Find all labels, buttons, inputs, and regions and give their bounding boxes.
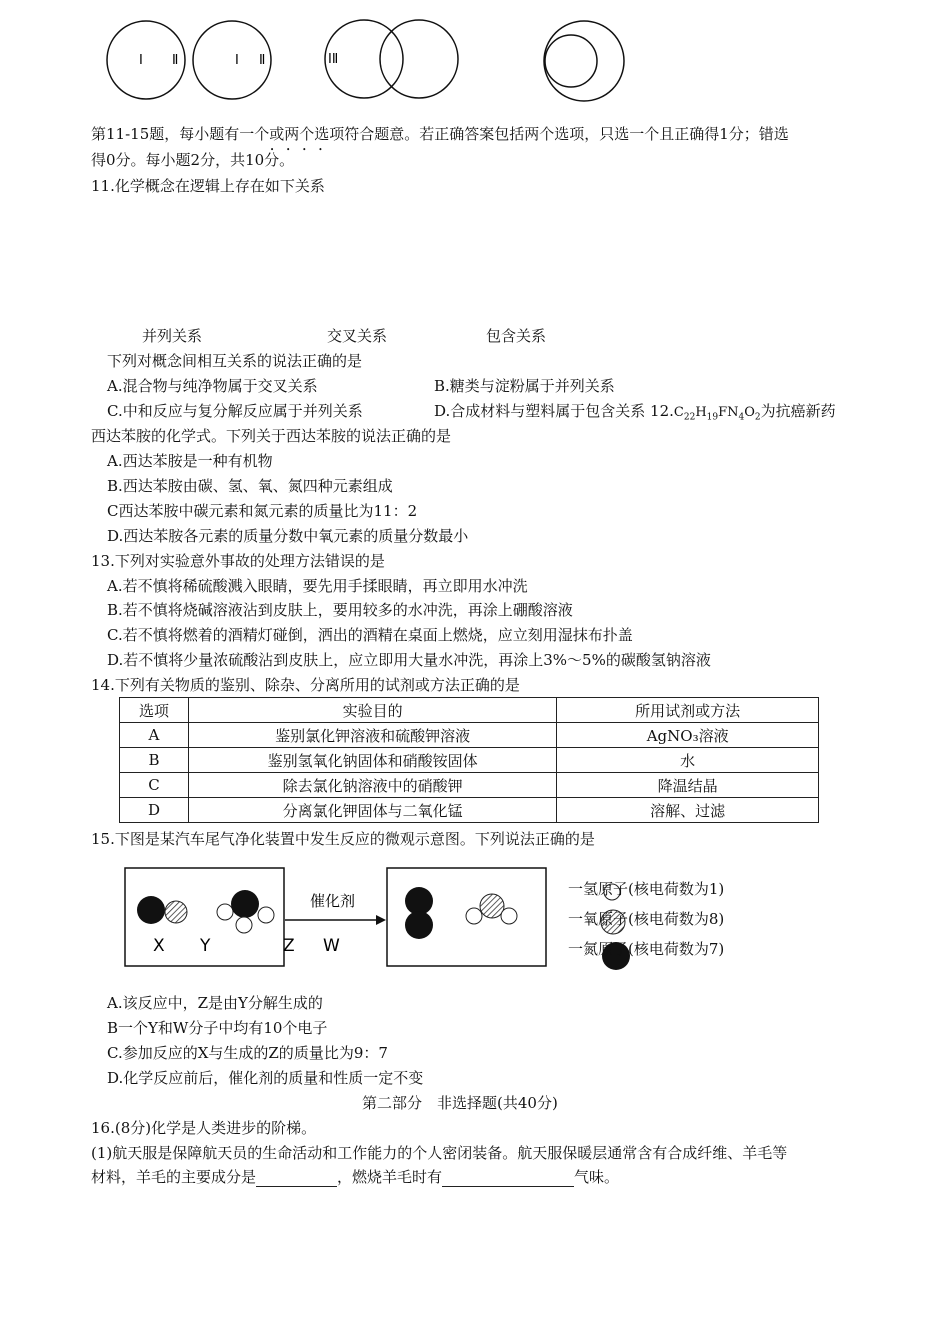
q11-stem: 11.化学概念在逻辑上存在如下关系 xyxy=(91,177,325,195)
q12-option-b: B.西达苯胺由碳、氢、氧、氮四种元素组成 xyxy=(107,477,393,495)
cell-method: AgNO₃溶液 xyxy=(557,723,819,748)
q11-label-contain: 包含关系 xyxy=(486,327,547,345)
q15-stem: 15.下图是某汽车尾气净化装置中发生反应的微观示意图。下列说法正确的是 xyxy=(91,830,595,848)
q12-option-d: D.西达苯胺各元素的质量分数中氧元素的质量分数最小 xyxy=(107,527,469,545)
venn-label-ii: Ⅱ xyxy=(259,53,266,68)
q12-stem: 西达苯胺的化学式。下列关于西达苯胺的说法正确的是 xyxy=(91,427,452,445)
cell-purpose: 鉴别氢氧化钠固体和硝酸铵固体 xyxy=(188,748,556,773)
cell-purpose: 分离氯化钾固体与二氧化锰 xyxy=(188,798,556,823)
venn-contain xyxy=(544,21,624,101)
q16-stem: 16.(8分)化学是人类进步的阶梯。 xyxy=(91,1119,317,1137)
q13-option-b: B.若不慎将烧碱溶液沾到皮肤上，要用较多的水冲洗，再涂上硼酸溶液 xyxy=(107,601,573,619)
legend-nitrogen: 一氮原子(核电荷数为7) xyxy=(568,940,725,958)
label-y: Y xyxy=(200,936,211,956)
legend-hydrogen: 一氢原子(核电荷数为1) xyxy=(568,880,725,898)
catalyst-label: 催化剂 xyxy=(310,892,356,910)
q16-text-a: 材料，羊毛的主要成分是 xyxy=(91,1168,257,1186)
q16-para-1: (1)航天服是保障航天员的生命活动和工作能力的个人密闭装备。航天服保暖层通常含有合成纤维、羊毛等 xyxy=(91,1144,788,1162)
q11-label-parallel: 并列关系 xyxy=(142,327,203,345)
header-purpose: 实验目的 xyxy=(188,698,556,723)
q11-ask: 下列对概念间相互关系的说法正确的是 xyxy=(107,352,363,370)
q11-option-a: A.混合物与纯净物属于交叉关系 xyxy=(107,377,318,395)
venn-intersect xyxy=(325,20,458,98)
header-option: 选项 xyxy=(120,698,189,723)
table-row xyxy=(120,748,819,773)
q12-option-c: C西达苯胺中碳元素和氮元素的质量比为11：2 xyxy=(107,502,418,520)
emphasis-dots: •••• xyxy=(270,146,335,154)
q15-option-d: D.化学反应前后，催化剂的质量和性质一定不变 xyxy=(107,1069,424,1087)
cell-purpose: 除去氯化钠溶液中的硝酸钾 xyxy=(188,773,556,798)
molecule-x xyxy=(137,896,187,924)
cell-option: C xyxy=(120,773,189,798)
molecule-w xyxy=(466,894,517,924)
q11-option-c: C.中和反应与复分解反应属于并列关系 xyxy=(107,402,363,420)
label-w: W xyxy=(323,936,340,956)
venn-parallel-right xyxy=(193,21,271,99)
q13-option-a: A.若不慎将稀硫酸溅入眼睛，要先用手揉眼睛，再立即用水冲洗 xyxy=(107,577,528,595)
intro-line-2: 得0分。每小题2分，共10分。 xyxy=(91,151,295,169)
table-row xyxy=(120,723,819,748)
q14-stem: 14.下列有关物质的鉴别、除杂、分离所用的试剂或方法正确的是 xyxy=(91,676,520,694)
q16-text-c: 气味。 xyxy=(574,1168,620,1186)
table-header-row xyxy=(120,698,819,723)
label-z: Z xyxy=(283,936,295,956)
cell-method: 水 xyxy=(557,748,819,773)
q13-option-d: D.若不慎将少量浓硫酸沾到皮肤上，应立即用大量水冲洗，再涂上3%～5%的碳酸氢钠溶液 xyxy=(107,651,711,669)
cell-purpose: 鉴别氯化钾溶液和硫酸钾溶液 xyxy=(188,723,556,748)
q15-option-c: C.参加反应的X与生成的Z的质量比为9：7 xyxy=(107,1044,388,1062)
cell-option: A xyxy=(120,723,189,748)
q11-label-intersect: 交叉关系 xyxy=(327,327,388,345)
q11-option-b: B.糖类与淀粉属于并列关系 xyxy=(434,377,615,395)
venn-label-i: Ⅰ xyxy=(235,53,239,68)
q15-option-a: A.该反应中，Z是由Y分解生成的 xyxy=(107,994,323,1012)
reaction-diagram xyxy=(0,860,950,980)
q13-option-c: C.若不慎将燃着的酒精灯碰倒，洒出的酒精在桌面上燃烧，应立刻用湿抹布扑盖 xyxy=(107,626,633,644)
cell-method: 溶解、过滤 xyxy=(557,798,819,823)
q11-option-d-and-q12 xyxy=(434,401,836,428)
q12-tail: 为抗癌新药 xyxy=(760,402,836,420)
venn-label-i-ii: ⅠⅡ xyxy=(328,52,339,67)
cell-option: D xyxy=(120,798,189,823)
answer-blank-2[interactable] xyxy=(442,1170,574,1187)
q12-head: 12. xyxy=(650,402,674,420)
q12-option-a: A.西达苯胺是一种有机物 xyxy=(107,452,273,470)
reaction-arrow xyxy=(285,915,386,925)
q16-para-2 xyxy=(91,1167,619,1187)
legend-oxygen: 一氧原子(核电荷数为8) xyxy=(568,910,725,928)
q11-option-d: D.合成材料与塑料属于包含关系 xyxy=(434,402,646,420)
molecule-y xyxy=(217,890,274,933)
answer-blank-1[interactable] xyxy=(256,1170,337,1187)
part-two-title: 第二部分 非选择题(共40分) xyxy=(362,1094,558,1112)
molecule-z xyxy=(405,887,433,939)
header-method: 所用试剂或方法 xyxy=(557,698,819,723)
venn-diagrams xyxy=(0,0,950,110)
cell-option: B xyxy=(120,748,189,773)
venn-parallel-left xyxy=(107,21,185,99)
venn-label-i: Ⅰ xyxy=(139,53,143,68)
q15-option-b: B一个Y和W分子中均有10个电子 xyxy=(107,1019,328,1037)
q16-text-b: ，燃烧羊毛时有 xyxy=(337,1168,443,1186)
table-row xyxy=(120,773,819,798)
cell-method: 降温结晶 xyxy=(557,773,819,798)
q13-stem: 13.下列对实验意外事故的处理方法错误的是 xyxy=(91,552,385,570)
table-row xyxy=(120,798,819,823)
q14-table xyxy=(119,697,819,823)
q12-formula: $C_{22}H_{19}FN_4O_2$ xyxy=(673,405,761,423)
venn-label-ii: Ⅱ xyxy=(172,53,179,68)
label-x: X xyxy=(153,936,165,956)
intro-line-1: 第11-15题，每小题有一个或两个选项符合题意。若正确答案包括两个选项，只选一个且正确得1分；错选 xyxy=(91,125,789,143)
